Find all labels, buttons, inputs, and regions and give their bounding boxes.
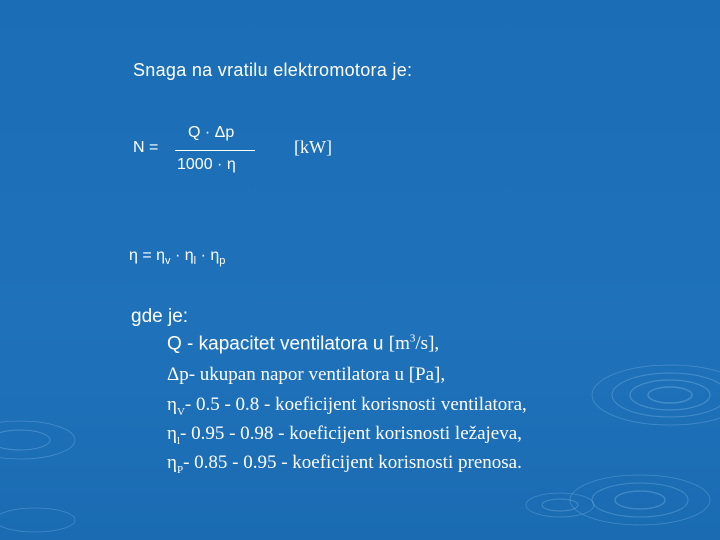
eta-v-subscript: v [165, 255, 171, 268]
power-formula-numerator: Q · Δp [188, 124, 235, 141]
eta-l-subscript: l [193, 255, 197, 268]
eta-v-subscript: V [176, 405, 185, 418]
eta-symbol: η [167, 423, 177, 444]
unit-suffix: /s], [415, 333, 440, 355]
dot-operator: · [170, 247, 185, 264]
dot-operator: · [196, 247, 211, 264]
equals-sign: = [137, 247, 157, 264]
definition-q-unit [389, 333, 439, 354]
eta-l-subscript: l [176, 434, 180, 447]
definition-dp [167, 364, 445, 386]
eta-symbol: η [167, 452, 177, 473]
power-formula-denominator: 1000 · η [177, 156, 236, 173]
unit-exponent: 3 [409, 333, 416, 345]
slide-heading: Snaga na vratilu elektromotora je: [133, 60, 413, 80]
fraction-bar [175, 150, 255, 151]
eta-p-symbol: η [210, 247, 220, 264]
power-unit: [kW] [294, 137, 332, 157]
efficiency-formula [129, 247, 225, 267]
definition-q [167, 333, 439, 355]
eta-p-subscript: P [176, 463, 184, 476]
definition-eta-v-text: - 0.5 - 0.8 - koeficijent korisnosti ventilatora, [184, 394, 527, 415]
power-formula [133, 124, 273, 180]
power-formula-lhs: N = [133, 139, 159, 156]
eta-symbol: η [129, 247, 138, 264]
definition-dp-text: p- ukupan napor ventilatora u [Pa], [179, 364, 446, 385]
definition-eta-l-text: - 0.95 - 0.98 - koeficijent korisnosti ležajeva, [180, 423, 522, 444]
eta-p-subscript: p [219, 255, 226, 268]
eta-l-symbol: η [184, 247, 194, 264]
definition-eta-p-text: - 0.85 - 0.95 - koeficijent korisnosti prenosa. [183, 452, 522, 473]
unit-prefix: [m [388, 333, 410, 355]
definition-eta-l [167, 423, 522, 447]
eta-symbol: η [167, 394, 177, 415]
definition-q-text: Q - kapacitet ventilatora u [167, 333, 389, 355]
definition-eta-p [167, 452, 522, 476]
eta-v-symbol: η [156, 247, 166, 264]
delta-symbol: Δ [167, 364, 180, 385]
definitions-intro: gde je: [131, 306, 189, 327]
definition-eta-v [167, 394, 527, 418]
